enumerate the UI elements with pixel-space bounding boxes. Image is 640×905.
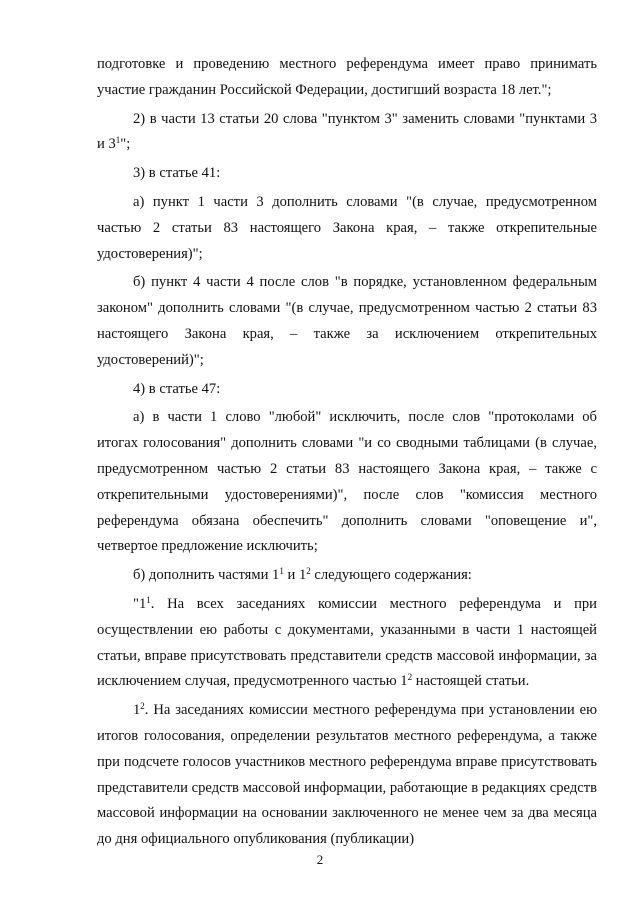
paragraph: 4) в статье 47: [133,380,221,397]
paragraph: б) дополнить частями $1^1$ и $1^2$ следующего содержания: [133,566,472,584]
page-number: 2 [316,852,324,867]
paragraph: а) пункт 1 части 3 дополнить словами "(в случае, предусмотренном частью 2 статьи 83 настоящего Закона края, – также открепительные удостоверения)"; [97,193,597,262]
paragraph: $1^2$. На заседаниях комиссии местного референдума при установлении ею итогов голосования, определении результатов местного референдума, а также при подсчете голосов участников местного референдума вправе присутствовать представители средств массовой информации, работающие в редакциях средств массовой информации на основании заключенного не менее чем за два месяца до дня официального опубликования (публикации) [97,701,597,848]
paragraph: 3) в статье 41: [133,165,221,182]
paragraph: 2) в части 13 статьи 20 слова "пунктом 3" заменить словами "пунктами 3 и $3^1$"; [97,110,597,153]
document-page [97,52,597,856]
paragraph: подготовке и проведению местного референдума имеет право принимать участие гражданин Российской Федерации, достигший возраста 18 лет."; [97,56,597,98]
paragraph: б) пункт 4 части 4 после слов "в порядке, установленном федеральным законом" дополнить словами "(в случае, предусмотренном частью 2 статьи 83 настоящего Закона края, – также за исключением открепительных удостоверений)"; [97,274,597,368]
paragraph: "$1^1$. На всех заседаниях комиссии местного референдума и при осуществлении ею работы с документами, указанными в части 1 настоящей статьи, вправе присутствовать представители средств массовой информации, за исключением случая, предусмотренного частью $1^2$ настоящей статьи. [97,594,597,690]
paragraph: а) в части 1 слово "любой" исключить, после слов "протоколами об итогах голосования" дополнить словами "и со сводными таблицами (в случае, предусмотренном частью 2 статьи 83 настоящего Закона края, – также с открепительными удостоверениями)", после слов "комиссия местного референдума обязана обеспечить" дополнить словами "оповещение и", четвертое предложение исключить; [97,409,597,555]
